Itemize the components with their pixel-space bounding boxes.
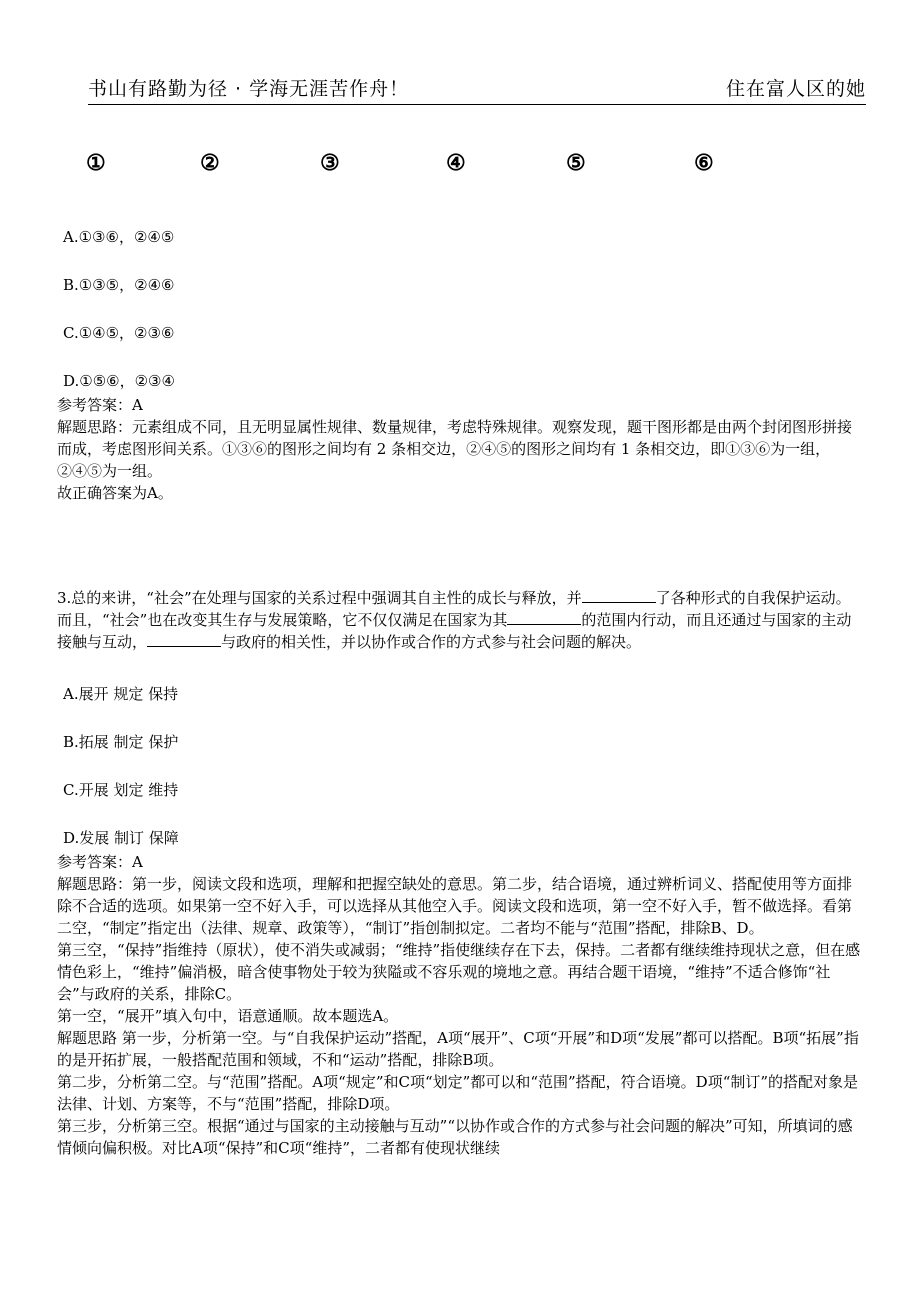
q3-blank-3 <box>147 631 221 647</box>
figure-labels <box>0 150 920 180</box>
page-header <box>88 72 866 105</box>
figure-label-6: ⑥ <box>694 150 714 176</box>
q3-explanation-4: 解题思路 第一步，分析第一空。与“自我保护运动”搭配，A项“展开”、C项“开展”和D项“发展”都可以搭配。B项“拓展”指的是开拓扩展，一般搭配范围和领域，不和“运动”搭配，排除B项。 <box>57 1029 859 1069</box>
q3-option-d: D.发展 制订 保障 <box>63 829 179 847</box>
q3-blank-1 <box>582 587 656 603</box>
q3-stem <box>57 587 865 653</box>
q3-option-a: A.展开 规定 保持 <box>63 685 179 703</box>
figure-label-2: ② <box>200 150 220 176</box>
q3-explanation-5: 第二步，分析第二空。与“范围”搭配。A项“规定”和C项“划定”都可以和“范围”搭配，符合语境。D项“制订”的搭配对象是法律、计划、方案等，不与“范围”搭配，排除D项。 <box>57 1073 859 1113</box>
figure-label-4: ④ <box>446 150 466 176</box>
figure-label-1: ① <box>86 150 106 176</box>
q2-answer: 参考答案：A <box>57 396 143 414</box>
figure-label-3: ③ <box>320 150 340 176</box>
q3-explanation-1: 解题思路：第一步，阅读文段和选项，理解和把握空缺处的意思。第二步，结合语境，通过辨析词义、搭配使用等方面排除不合适的选项。如果第一空不好入手，可以选择从其他空入手。阅读文段和选项，第一空不好入手，暂不做选择。看第二空，“制定”指定出（法律、规章、政策等），“制订”指创制拟定。二者均不能与“范围”搭配，排除B、D。 <box>57 875 853 937</box>
q2-answer-block <box>57 394 865 504</box>
q3-blank-2 <box>507 609 581 625</box>
q2-option-c: C.①④⑤，②③⑥ <box>63 324 175 342</box>
q2-option-d: D.①⑤⑥，②③④ <box>63 372 175 390</box>
q3-explanation-3: 第一空，“展开”填入句中，语意通顺。故本题选A。 <box>57 1007 399 1025</box>
q3-explanation-2: 第三空，“保持”指维持（原状），使不消失或减弱；“维持”指使继续存在下去，保持。二者都有继续维持现状之意，但在感情色彩上，“维持”偏消极，暗含使事物处于较为狭隘或不容乐观的境地之意。再结合题干语境，“维持”不适合修饰“社会”与政府的关系，排除C。 <box>57 941 861 1003</box>
q3-explanation-6: 第三步，分析第三空。根据“通过与国家的主动接触与互动”“以协作或合作的方式参与社会问题的解决”可知，所填词的感情倾向偏积极。对比A项“保持”和C项“维持”，二者都有使现状继续 <box>57 1117 853 1157</box>
q3-stem-part-2: 了各种形式的自我保护运动。而且，“社会”也在改变其生存与发展策略，它不仅仅满足在国家为其 <box>57 589 851 629</box>
header-motto: 书山有路勤为径 · 学海无涯苦作舟！ <box>88 78 410 100</box>
q3-option-b: B.拓展 制定 保护 <box>63 733 179 751</box>
q3-stem-part-3: 的范围内行动，而且还通过与国家的主动接触与互动， <box>57 611 852 651</box>
q3-answer: 参考答案：A <box>57 853 143 871</box>
q3-stem-part-4: 与政府的相关性，并以协作或合作的方式参与社会问题的解决。 <box>221 633 642 651</box>
figure-label-5: ⑤ <box>566 150 586 176</box>
q2-option-b: B.①③⑤，②④⑥ <box>63 276 175 294</box>
q3-option-c: C.开展 划定 维持 <box>63 781 179 799</box>
header-author: 住在富人区的她 <box>725 78 866 100</box>
q3-stem-part-1: 3.总的来讲，“社会”在处理与国家的关系过程中强调其自主性的成长与释放，并 <box>57 589 582 607</box>
q3-answer-block <box>57 851 865 1159</box>
q2-explanation-2: 故正确答案为A。 <box>57 484 173 502</box>
q2-option-a: A.①③⑥，②④⑤ <box>63 228 175 246</box>
q2-explanation-1: 解题思路：元素组成不同，且无明显属性规律、数量规律，考虑特殊规律。观察发现，题干图形都是由两个封闭图形拼接而成，考虑图形间关系。①③⑥的图形之间均有 2 条相交边，②④⑤的图形之间均有 1 条相交边，即①③⑥为一组，②④⑤为一组。 <box>57 418 853 480</box>
